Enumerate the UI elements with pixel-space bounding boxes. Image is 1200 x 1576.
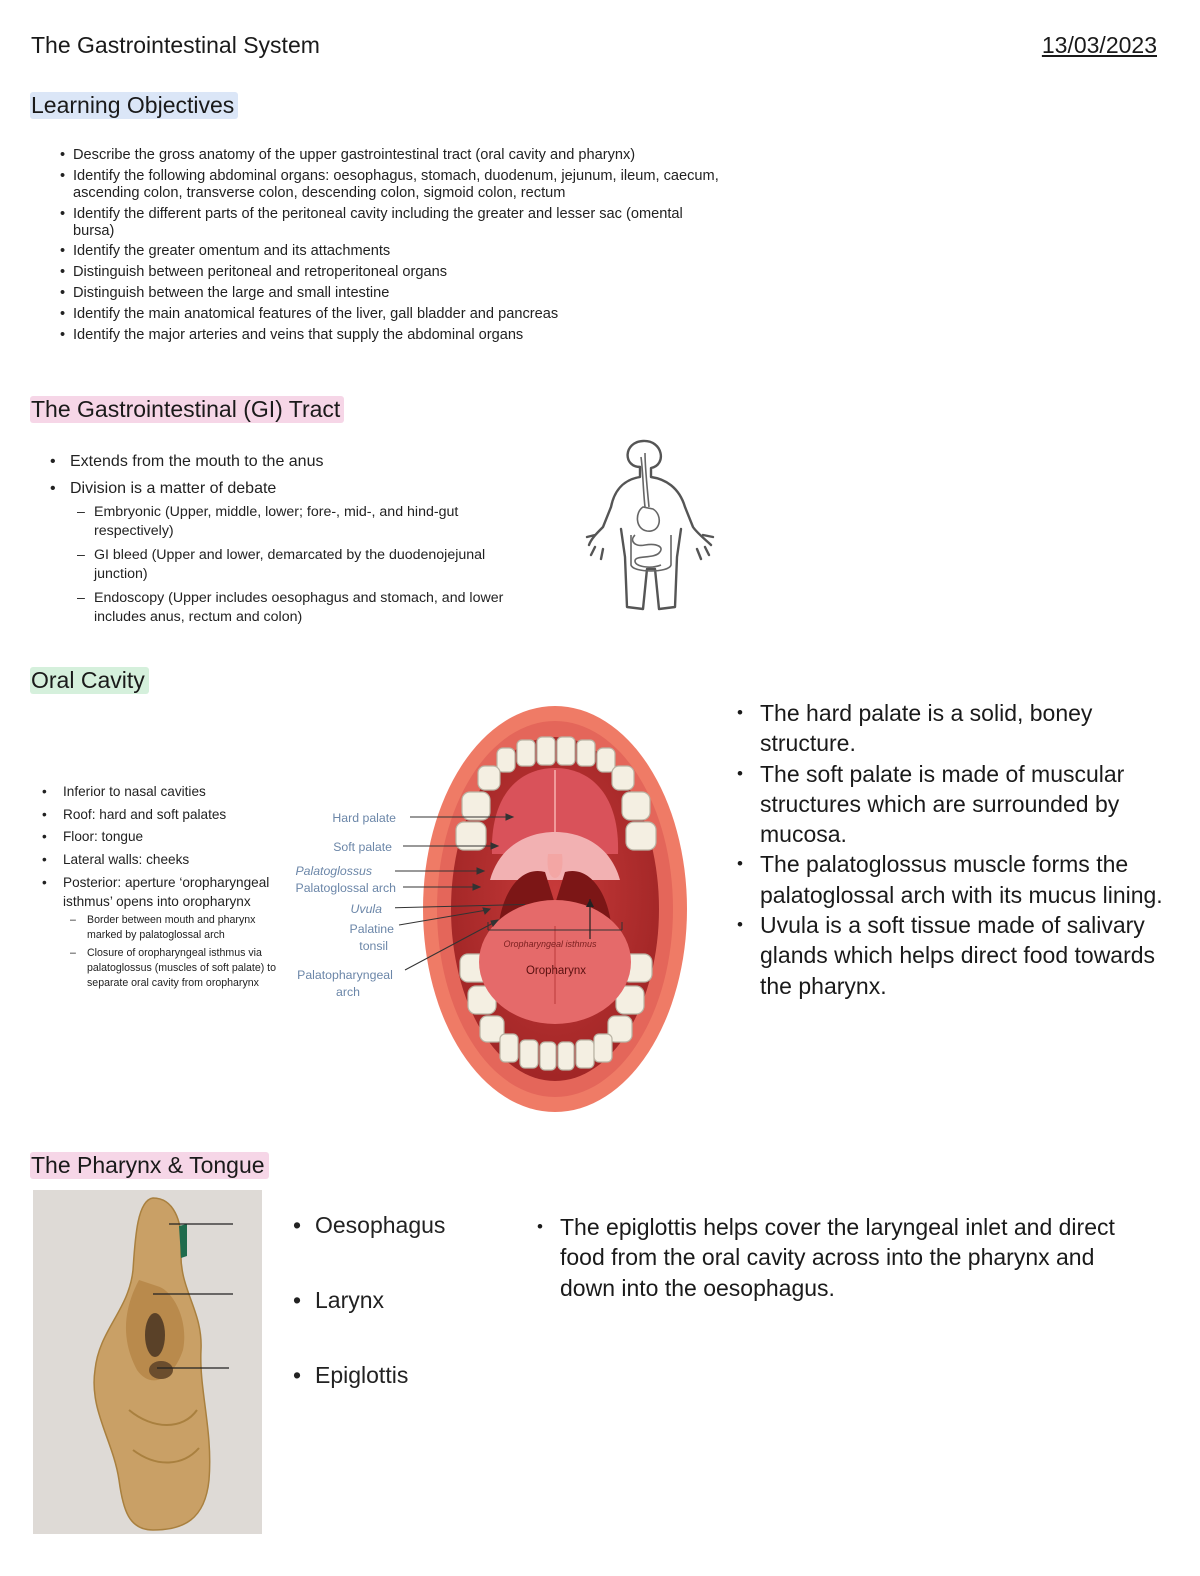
note-item: • The hard palate is a solid, boney structure. [735, 698, 1165, 759]
list-item: • Distinguish between the large and small intestine [60, 285, 720, 302]
hard-palate-label: Hard palate [332, 811, 396, 825]
list-item: • Distinguish between peritoneal and retroperitoneal organs [60, 264, 720, 281]
list-item: • Oesophagus [293, 1212, 445, 1287]
human-digestive-outline-icon [585, 437, 720, 615]
sub-list-item: – Closure of oropharyngeal isthmus via palatoglossus (muscles of soft palate) to separate oral cavity from oropharynx [63, 946, 292, 991]
leader-lines [395, 810, 525, 980]
pharynx-tongue-heading: The Pharynx & Tongue [30, 1152, 269, 1179]
list-item: • Identify the major arteries and veins that supply the abdominal organs [60, 327, 720, 344]
list-item: • Floor: tongue [42, 827, 292, 846]
list-item: • Larynx [293, 1287, 445, 1362]
list-item: • Roof: hard and soft palates [42, 805, 292, 824]
list-item: • Epiglottis [293, 1362, 445, 1437]
soft-palate-label: Soft palate [333, 840, 392, 854]
gi-tract-sublist [70, 503, 530, 627]
palatoglossal-arch-label: Palatoglossal arch [295, 881, 396, 895]
oral-cavity-sublist [63, 913, 292, 991]
note-item: • The palatoglossus muscle forms the palatoglossal arch with its mucus lining. [735, 849, 1165, 910]
oropharynx-label: Oropharynx [525, 965, 587, 977]
document-date: 13/03/2023 [1041, 32, 1157, 58]
sub-list-item: – Embryonic (Upper, middle, lower; fore-, mid-, and hind-gut respectively) [70, 503, 530, 541]
note-item: • Uvula is a soft tissue made of salivary glands which helps direct food towards the pharynx. [735, 910, 1165, 1001]
document-title: The Gastrointestinal System [31, 32, 320, 58]
list-item: • Identify the greater omentum and its attachments [60, 243, 720, 260]
sub-list-item: – Endoscopy (Upper includes oesophagus and stomach, and lower includes anus, rectum and colon) [70, 589, 530, 627]
list-item-text: Posterior: aperture ‘oropharyngeal isthmus’ opens into oropharynx [63, 874, 270, 909]
gi-tract-heading: The Gastrointestinal (GI) Tract [30, 396, 344, 423]
note-item: • The epiglottis helps cover the laryngeal inlet and direct food from the oral cavity across into the pharynx and down into the oesophagus. [535, 1212, 1135, 1303]
oral-cavity-notes [735, 698, 1165, 1001]
palatoglossus-label: Palatoglossus [295, 864, 372, 878]
isthmus-label: Oropharyngeal isthmus [503, 939, 597, 949]
list-item: • Inferior to nasal cavities [42, 782, 292, 801]
tonsil-label: tonsil [359, 939, 388, 953]
oral-cavity-heading: Oral Cavity [30, 667, 149, 694]
learning-objectives-list [60, 147, 720, 347]
list-item: • Describe the gross anatomy of the upper gastrointestinal tract (oral cavity and pharynx) [60, 147, 720, 164]
note-item: • The soft palate is made of muscular structures which are surrounded by mucosa. [735, 759, 1165, 850]
palatopharyngeal-label: Palatopharyngeal [297, 968, 393, 982]
pharynx-specimen-photo-icon [33, 1190, 262, 1534]
list-item: • Identify the main anatomical features of the liver, gall bladder and pancreas [60, 306, 720, 323]
pharynx-labels-list [293, 1212, 445, 1437]
sub-list-item: – Border between mouth and pharynx marked by palatoglossal arch [63, 913, 292, 943]
oral-cavity-list [42, 782, 292, 994]
palatine-label: Palatine [349, 922, 394, 936]
learning-objectives-heading: Learning Objectives [30, 92, 238, 119]
list-item [50, 479, 530, 627]
list-item [42, 873, 292, 991]
list-item: • Extends from the mouth to the anus [50, 452, 530, 471]
uvula-label: Uvula [350, 902, 382, 916]
pharynx-notes [535, 1212, 1135, 1303]
list-item-text: Division is a matter of debate [70, 480, 277, 497]
arch-label: arch [336, 985, 360, 999]
list-item: • Identify the different parts of the peritoneal cavity including the greater and lesser sac (omental bursa) [60, 206, 720, 240]
sub-list-item: – GI bleed (Upper and lower, demarcated by the duodenojejunal junction) [70, 546, 530, 584]
gi-tract-list [50, 452, 530, 635]
list-item: • Identify the following abdominal organs: oesophagus, stomach, duodenum, jejunum, ileum, caecum, ascending colon, transverse colon, descending colon, sigmoid colon, rectum [60, 168, 720, 202]
list-item: • Lateral walls: cheeks [42, 850, 292, 869]
